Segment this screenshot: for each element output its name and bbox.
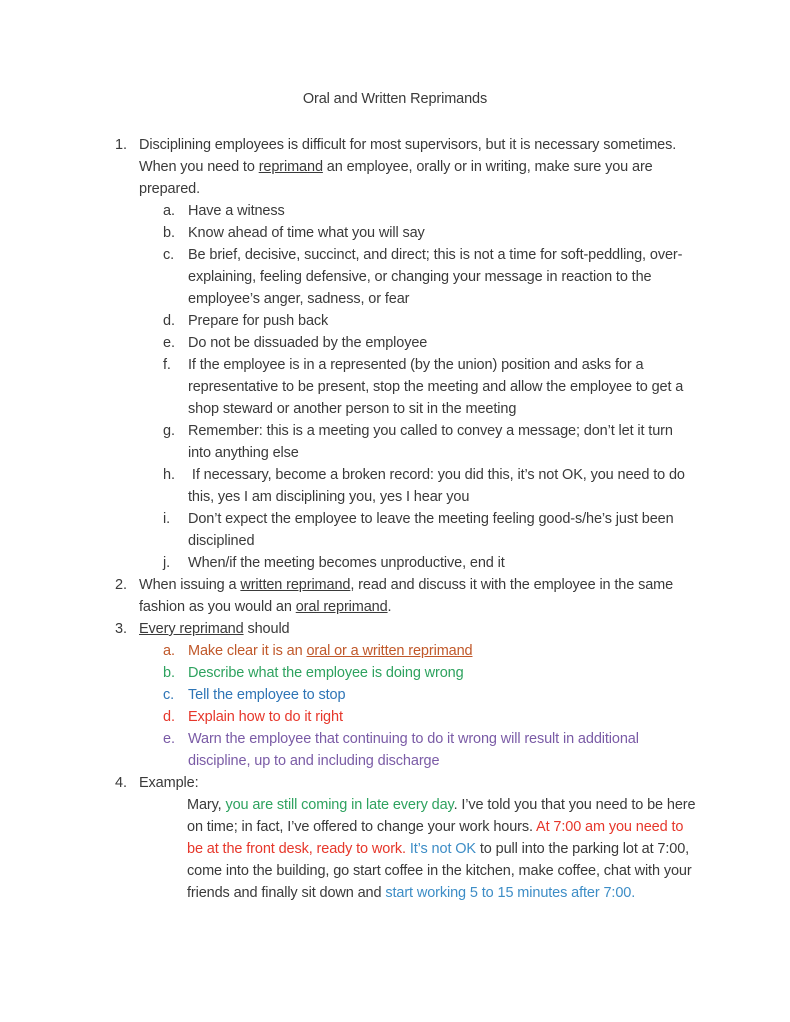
- text-segment: If the employee is in a represented (by the union) position and asks for a representative to be present, stop the meeting and allow the employee to get a shop steward or another person to sit in the meeting: [188, 357, 688, 417]
- list-item-text: [188, 728, 697, 772]
- list-item-2: [93, 574, 697, 618]
- list-item-text: [188, 464, 697, 508]
- text-segment: Every reprimand: [139, 621, 244, 637]
- text-segment: Describe what the employee is doing wrong: [188, 665, 464, 681]
- list-item-1d: [93, 310, 697, 332]
- text-segment: At 7:00 am you need to be at the front desk, ready to work.: [187, 819, 688, 857]
- list-item-1g: [93, 420, 697, 464]
- text-segment: Know ahead of time what you will say: [188, 225, 425, 241]
- list-item-1: [93, 134, 697, 200]
- text-segment: When/if the meeting becomes unproductive, end it: [188, 555, 505, 571]
- list-item-text: [188, 244, 697, 310]
- list-item-text: [188, 706, 697, 728]
- list-marker: e.: [163, 731, 175, 747]
- text-segment: Explain how to do it right: [188, 709, 343, 725]
- text-segment: Prepare for push back: [188, 313, 329, 329]
- list-item-1i: [93, 508, 697, 552]
- text-segment: When issuing a: [139, 577, 241, 593]
- list-item-3b: [93, 662, 697, 684]
- text-segment: If necessary, become a broken record: you did this, it’s not OK, you need to do this, yes I am disciplining you, yes I hear you: [188, 467, 689, 505]
- list-item-text: [139, 134, 697, 200]
- list-marker: a.: [163, 203, 175, 219]
- list-marker: 2.: [115, 577, 127, 593]
- list-item-text: [188, 552, 697, 574]
- list-item-1c: [93, 244, 697, 310]
- list-marker: 3.: [115, 621, 127, 637]
- text-segment: oral reprimand: [295, 599, 388, 615]
- list-item-1f: [93, 354, 697, 420]
- text-segment: to pull into the parking lot at 7:00, come into the building, go start coffee in the kitchen, make coffee, chat with your friends and finally sit down and: [187, 841, 696, 901]
- list-item-4: [93, 772, 697, 794]
- list-item-text: [188, 640, 697, 662]
- list-item-1j: [93, 552, 697, 574]
- list-item-3d: [93, 706, 697, 728]
- text-segment: reprimand: [258, 159, 323, 175]
- document-title: Oral and Written Reprimands: [302, 91, 488, 107]
- list-item-text: [188, 508, 697, 552]
- list-marker: e.: [163, 335, 175, 351]
- list-item-1b: [93, 222, 697, 244]
- text-segment: Tell the employee to stop: [188, 687, 346, 703]
- text-segment: Don’t expect the employee to leave the meeting feeling good-s/he’s just been disciplined: [188, 511, 678, 549]
- text-segment: It’s not OK: [409, 841, 476, 857]
- list-item-1e: [93, 332, 697, 354]
- text-segment: you are still coming in late every day: [225, 797, 454, 813]
- text-segment: Be brief, decisive, succinct, and direct; this is not a time for soft-peddling, over-explaining, feeling defensive, or changing your message in reaction to the employee’s anger, sadness, or fear: [188, 247, 683, 307]
- list-item-text: [188, 662, 697, 684]
- list-marker: a.: [163, 643, 175, 659]
- text-segment: written reprimand: [240, 577, 351, 593]
- text-segment: oral or a written reprimand: [306, 643, 473, 659]
- list-item-1a: [93, 200, 697, 222]
- list-item-1h: [93, 464, 697, 508]
- list-item-text: [188, 420, 697, 464]
- list-item-3e: [93, 728, 697, 772]
- list-marker: f.: [163, 357, 171, 373]
- list-marker: h.: [163, 467, 175, 483]
- list-item-text: [188, 222, 697, 244]
- list-marker: c.: [163, 247, 175, 263]
- list-marker: d.: [163, 709, 175, 725]
- list-item-text: [188, 310, 697, 332]
- text-segment: Do not be dissuaded by the employee: [188, 335, 428, 351]
- list-item-text: [188, 200, 697, 222]
- text-segment: start working 5 to 15 minutes after 7:00.: [385, 885, 636, 901]
- list-item-text: [139, 772, 697, 794]
- list-marker: 4.: [115, 775, 127, 791]
- text-segment: Disciplining employees is difficult for most supervisors, but it is necessary sometimes. When you need to: [139, 137, 681, 175]
- text-segment: Remember: this is a meeting you called to convey a message; don’t let it turn into anything else: [188, 423, 677, 461]
- list-marker: c.: [163, 687, 175, 703]
- list-item-text: [188, 332, 697, 354]
- text-segment: an employee, orally or in writing, make sure you are prepared.: [139, 159, 657, 197]
- text-segment: Have a witness: [188, 203, 285, 219]
- list-marker: d.: [163, 313, 175, 329]
- list-item-text: [139, 574, 697, 618]
- example-paragraph: [187, 794, 700, 904]
- list-item-3c: [93, 684, 697, 706]
- list-marker: g.: [163, 423, 175, 439]
- list-marker: j.: [163, 555, 171, 571]
- list-item-text: [188, 684, 697, 706]
- text-segment: Make clear it is an: [188, 643, 307, 659]
- text-segment: Mary,: [187, 797, 226, 813]
- text-segment: .: [387, 599, 392, 615]
- list-marker: 1.: [115, 137, 127, 153]
- text-segment: Example:: [139, 775, 199, 791]
- text-segment: . I’ve told you that you need to be here on time; in fact, I’ve offered to change your work hours.: [187, 797, 700, 835]
- text-segment: should: [243, 621, 290, 637]
- list-marker: i.: [163, 511, 171, 527]
- list-item-3a: [93, 640, 697, 662]
- text-segment: Warn the employee that continuing to do it wrong will result in additional discipline, up to and including discharge: [188, 731, 643, 769]
- list-item-3: [93, 618, 697, 640]
- list-item-text: [188, 354, 697, 420]
- text-segment: , read and discuss it with the employee in the same fashion as you would an: [139, 577, 678, 615]
- list-item-text: [139, 618, 697, 640]
- list-marker: b.: [163, 225, 175, 241]
- list-marker: b.: [163, 665, 175, 681]
